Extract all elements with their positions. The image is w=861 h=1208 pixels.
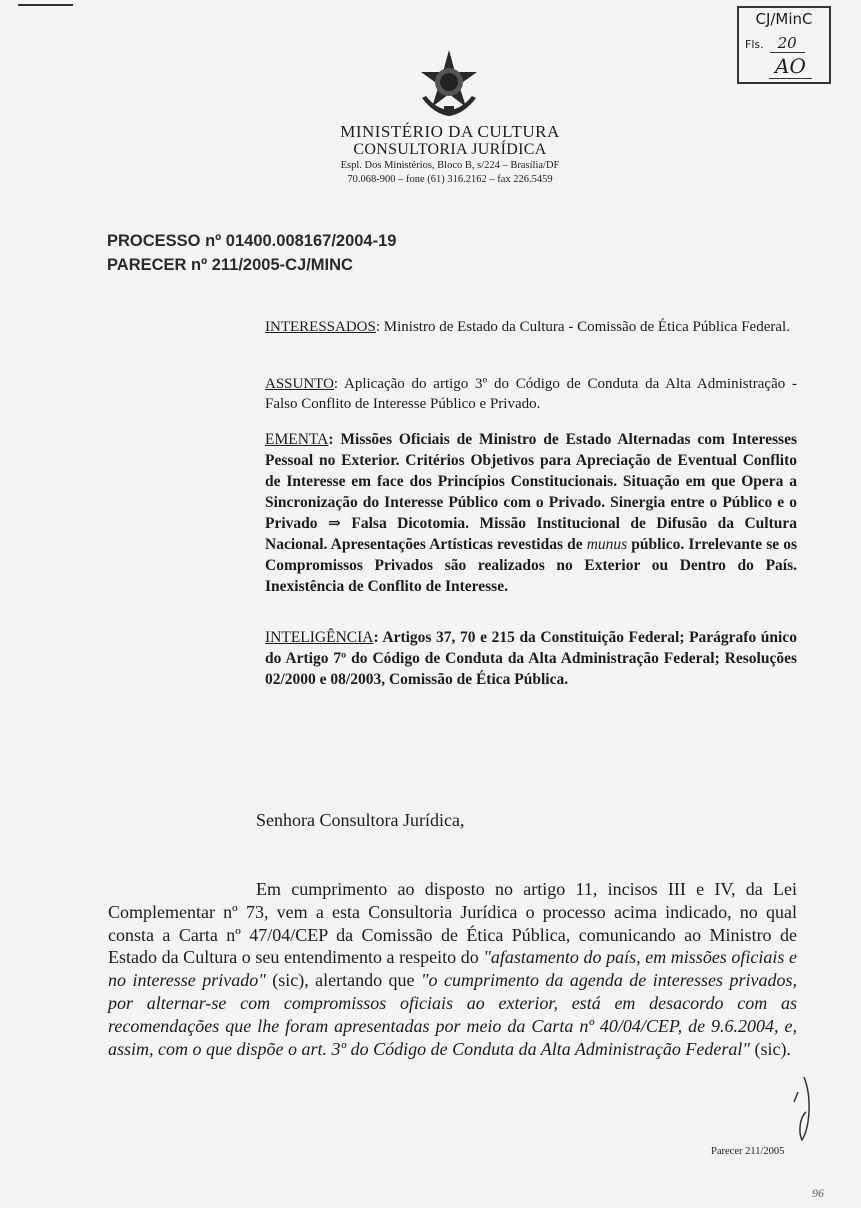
summary (265, 429, 797, 597)
body-quote-1: "afastamento do país, em missões oficiais e no interesse privado" (108, 947, 798, 991)
body-text-3: (sic). (749, 1038, 791, 1059)
stamp-org: CJ/MinC (755, 10, 813, 28)
stamp-initials: AO (769, 54, 812, 79)
address-line-1: Espl. Dos Ministérios, Bloco B, s/224 – Brasília/DF (340, 160, 560, 171)
address-line-2: 70.068-900 – fone (61) 316.2162 – fax 226.5459 (347, 174, 553, 185)
opinion-number: PARECER nº 211/2005-CJ/MINC (107, 256, 353, 274)
interested-parties-label: INTERESSADOS (265, 319, 376, 335)
scan-mark (18, 4, 73, 6)
protocol-stamp (737, 6, 831, 84)
page-number: 96 (812, 1186, 824, 1200)
interested-parties-text: : Ministro de Estado da Cultura - Comissão de Ética Pública Federal. (375, 319, 790, 335)
body-quote-2: "o cumprimento da agenda de interesses privados, por alternar-se com compromissos oficiais ao exterior, está em desacordo com as recomendações que lhe foram apresentadas por meio da Carta nº 40/04/CEP, de 9.6.2004, e, assim, com o que dispõe o art. 3º do Código de Conduta da Alta Administração Federal" (108, 970, 797, 1059)
interested-parties (265, 317, 797, 337)
summary-text-a: : Missões Oficiais de Ministro de Estado Alternadas com Interesses Pessoal no Exterior. Critérios Objetivos para Apreciação de Eventual Conflito de Interesse em face dos Princípios Constitucionais. Situação em que Opera a Sincronização do Interesse Público com o Privado. Sinergia entre o Público e o Privado ⇒ Falsa Dicotomia. Missão Institucional de Difusão da Cultura Nacional. Apresentações Artísticas revestidas de (265, 431, 797, 553)
salutation: Senhora Consultora Jurídica, (256, 810, 465, 830)
summary-text-em: munus (586, 536, 628, 553)
legal-basis (265, 627, 797, 690)
legal-basis-label: INTELIGÊNCIA (265, 629, 374, 646)
summary-text-b: público. Irrelevante se os Compromissos Privados são realizados no Exterior ou Dentro do País. Inexistência de Conflito de Interesse. (265, 536, 797, 595)
ministry-title: MINISTÉRIO DA CULTURA (340, 122, 560, 141)
body-text-2: (sic), alertando que (265, 970, 421, 991)
stamp-folio-number: 20 (770, 34, 805, 53)
body-text-1: Em cumprimento ao disposto no artigo 11, incisos III e IV, da Lei Complementar nº 73, vem a esta Consultoria Jurídica o processo acima indicado, no qual consta a Carta nº 47/04/CEP da Comissão de Ética Pública, comunicando ao Ministro de Estado da Cultura o seu entendimento a respeito do (108, 879, 797, 968)
subject (265, 374, 797, 414)
body-paragraph (108, 878, 797, 1060)
footer-reference: Parecer 211/2005 (711, 1146, 785, 1157)
signature-mark (790, 1072, 820, 1142)
stamp-folio-label: Fls. (745, 38, 764, 51)
subject-label: ASSUNTO (265, 376, 334, 392)
legal-basis-text: : Artigos 37, 70 e 215 da Constituição Federal; Parágrafo único do Artigo 7º do Código de Conduta da Alta Administração Federal; Resoluções 02/2000 e 08/2003, Comissão de Ética Pública. (265, 629, 797, 688)
process-number: PROCESSO nº 01400.008167/2004-19 (107, 232, 397, 250)
summary-label: EMENTA (265, 431, 329, 448)
coat-of-arms-icon (414, 48, 484, 118)
subject-text: : Aplicação do artigo 3º do Código de Conduta da Alta Administração - Falso Conflito de Interesse Público e Privado. (265, 376, 797, 412)
department-title: CONSULTORIA JURÍDICA (353, 141, 547, 158)
stamp-folio (745, 34, 805, 52)
